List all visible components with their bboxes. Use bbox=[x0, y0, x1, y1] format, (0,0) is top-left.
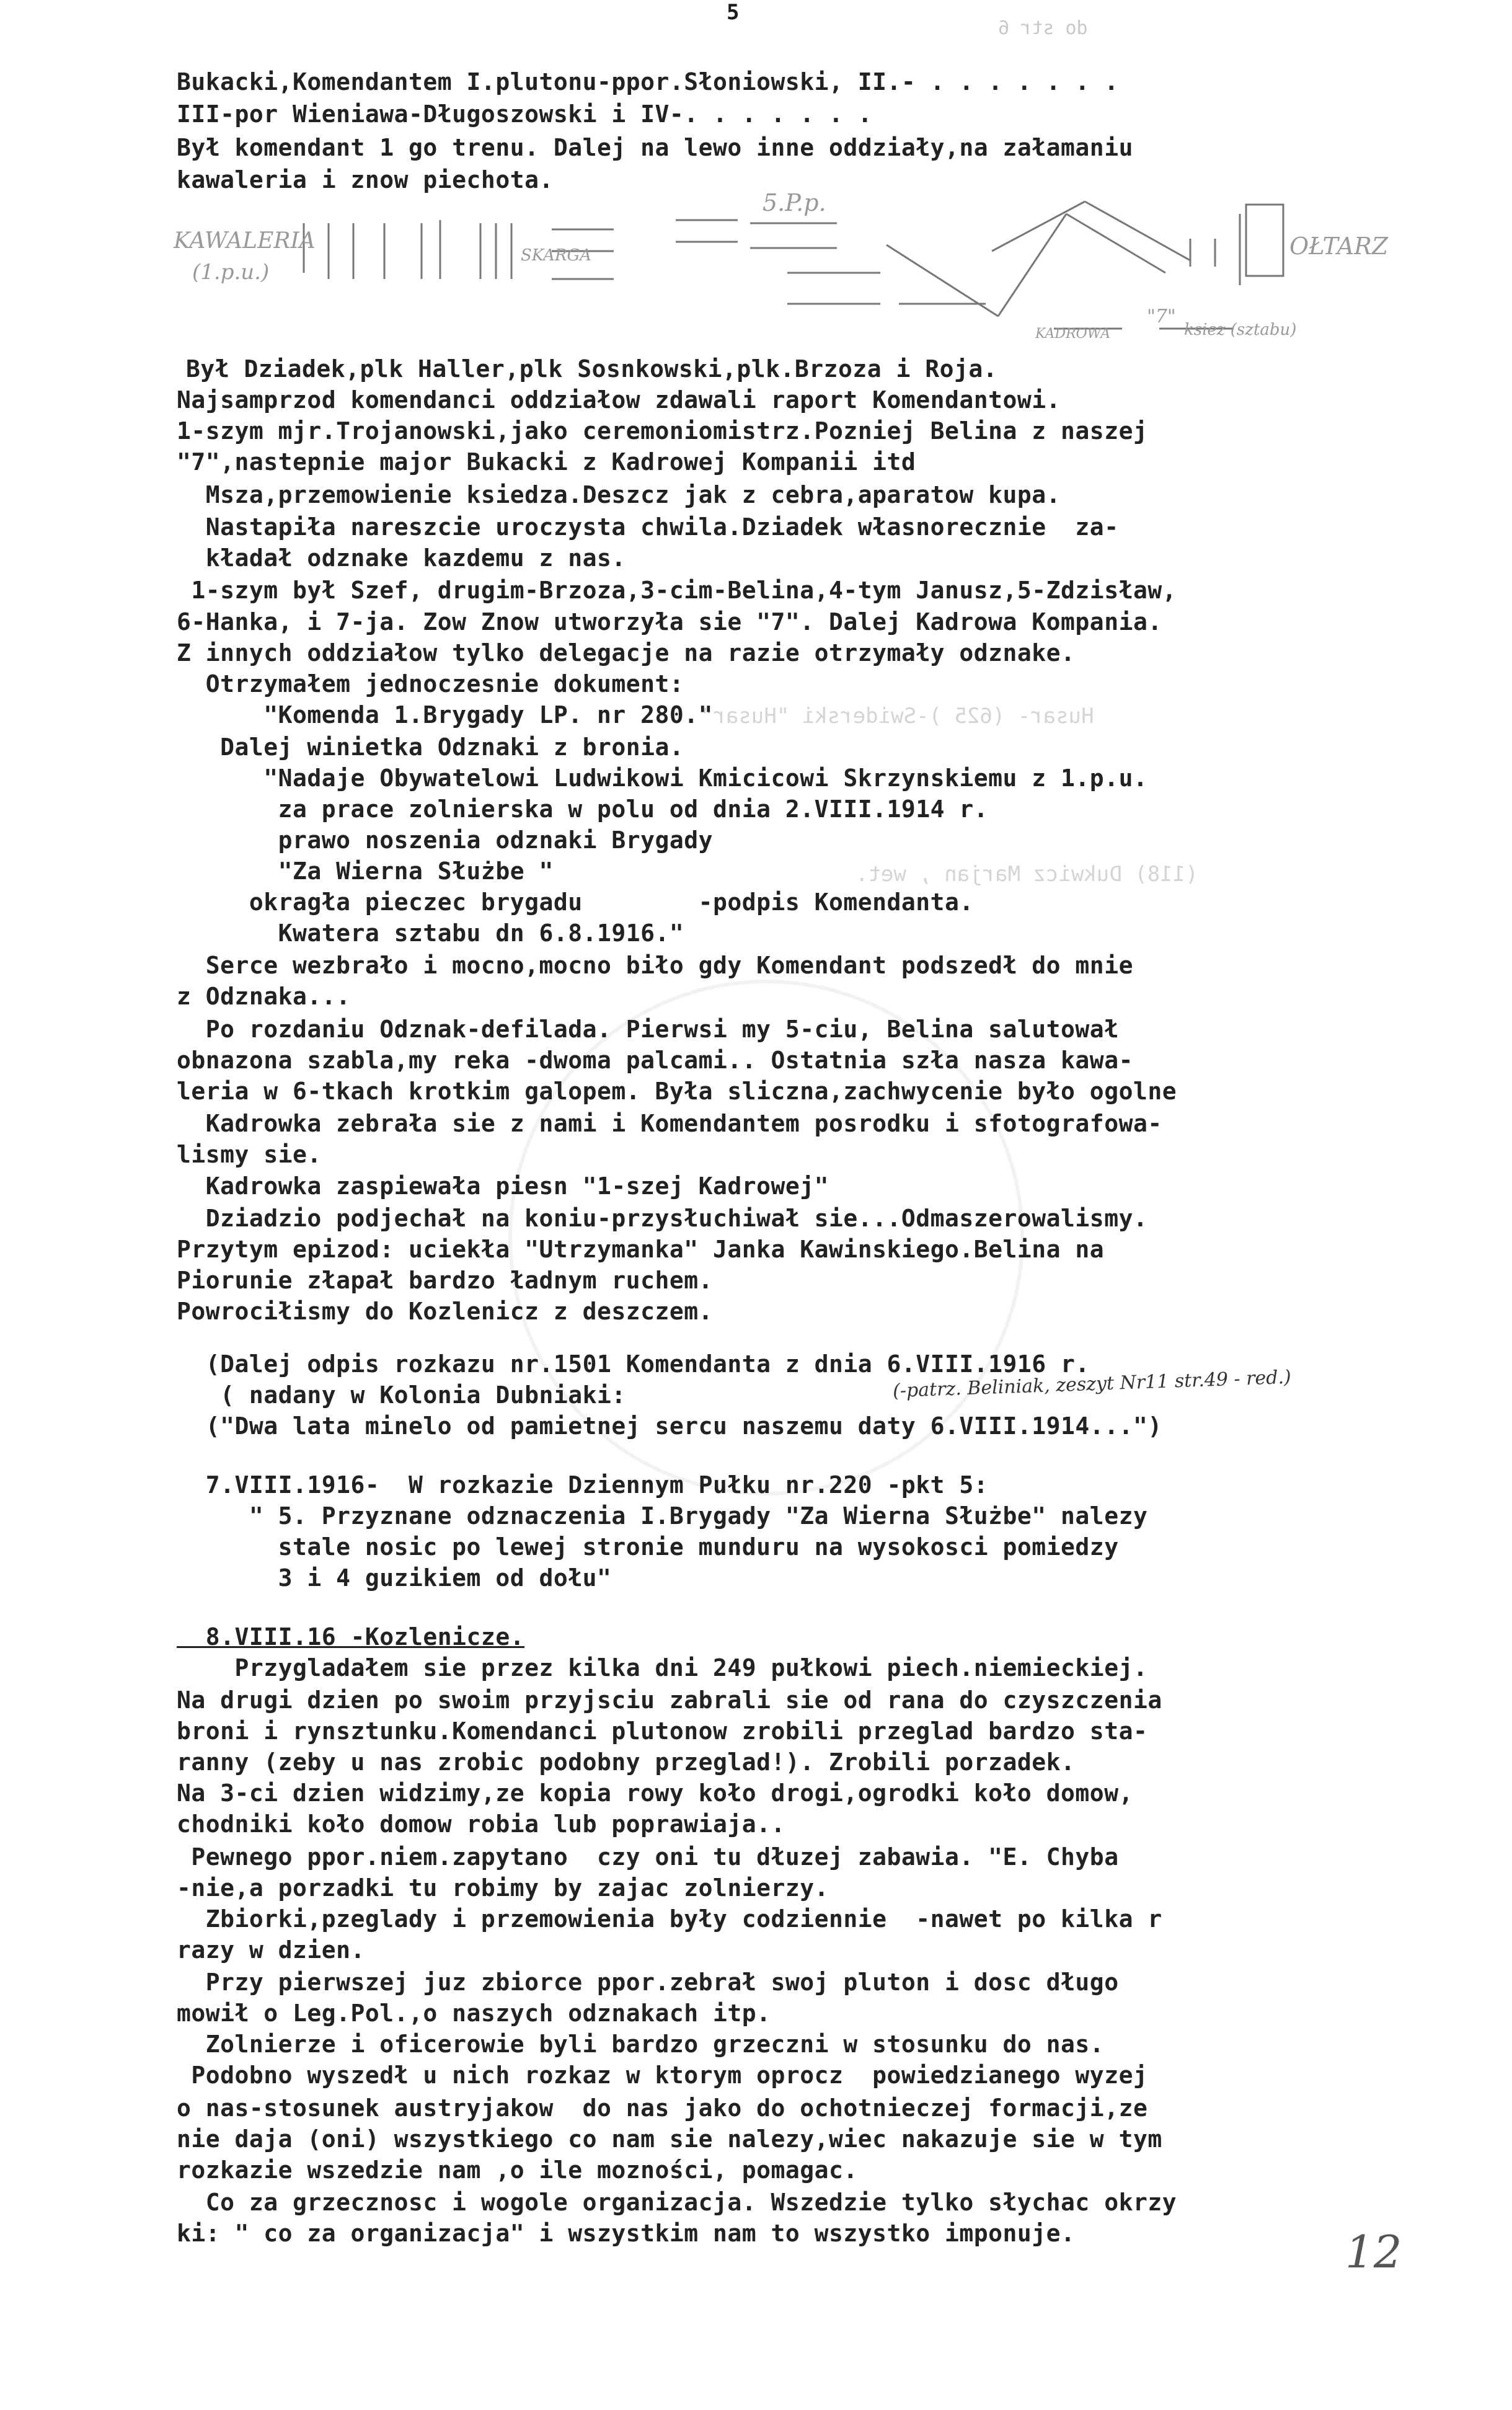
text-line: mowił o Leg.Pol.,o naszych odznakach itp. bbox=[177, 2000, 771, 2027]
text-line: Przy pierwszej juz zbiorce ppor.zebrał swoj pluton i dosc długo bbox=[177, 1969, 1119, 1996]
text-line: razy w dzien. bbox=[177, 1936, 365, 1964]
text-line: III-por Wieniawa-Długoszowski i IV-. . . . . . . bbox=[177, 100, 873, 128]
text-line: ki: " co za organizacja" i wszystkim nam to wszystko imponuje. bbox=[177, 2220, 1076, 2247]
text-line: Dalej winietka Odznaki z bronia. bbox=[177, 733, 684, 761]
sketch-label: SKARGA bbox=[521, 246, 592, 265]
text-line: "7",nastepnie major Bukacki z Kadrowej Kompanii itd bbox=[177, 448, 916, 476]
sketch-label: ksiez (sztabu) bbox=[1184, 321, 1297, 339]
text-line: "Komenda 1.Brygady LP. nr 280." bbox=[177, 701, 713, 729]
text-line: Był komendant 1 go trenu. Dalej na lewo inne oddziały,na załamaniu bbox=[177, 134, 1133, 161]
text-line: Przygladałem sie przez kilka dni 249 pułkowi piech.niemieckiej. bbox=[177, 1654, 1148, 1681]
text-line: rozkazie wszedzie nam ,o ile mozności, pomagac. bbox=[177, 2156, 858, 2184]
bleed-through-line: Husar- (625 )-Swiderski "Husar" bbox=[701, 704, 1094, 729]
text-line: Kadrowka zebrała sie z nami i Komendantem posrodku i sfotografowa- bbox=[177, 1110, 1162, 1137]
bleed-through-line: (118) Dukwicz Marjan , wet. bbox=[855, 862, 1198, 887]
text-line: Otrzymałem jednoczesnie dokument: bbox=[177, 670, 684, 698]
text-line: kładał odznake kazdemu z nas. bbox=[177, 544, 626, 572]
page-number: 5 bbox=[727, 0, 740, 25]
sketch-label: 5.P.p. bbox=[763, 189, 826, 216]
text-line: Po rozdaniu Odznak-defilada. Pierwsi my 5-ciu, Belina salutował bbox=[177, 1016, 1119, 1043]
text-line: 1-szym był Szef, drugim-Brzoza,3-cim-Belina,4-tym Janusz,5-Zdzisław, bbox=[177, 577, 1177, 604]
text-line: Przytym epizod: uciekła "Utrzymanka" Janka Kawinskiego.Belina na bbox=[177, 1236, 1105, 1263]
sketch-label: OŁTARZ bbox=[1289, 233, 1389, 260]
text-line: Bukacki,Komendantem I.plutonu-ppor.Słoniowski, II.- . . . . . . . bbox=[177, 68, 1119, 95]
text-line: Na drugi dzien po swoim przyjsciu zabrali sie od rana do czyszczenia bbox=[177, 1686, 1162, 1714]
text-line: -nie,a porzadki tu robimy by zajac zolnierzy. bbox=[177, 1874, 829, 1902]
text-line: prawo noszenia odznaki Brygady bbox=[177, 826, 713, 854]
text-line: ( nadany w Kolonia Dubniaki: bbox=[177, 1381, 626, 1409]
text-line: leria w 6-tkach krotkim galopem. Była sliczna,zachwycenie było ogolne bbox=[177, 1078, 1177, 1105]
sketch-label: (1.p.u.) bbox=[192, 260, 270, 285]
text-line: okragła pieczec brygadu -podpis Komendanta. bbox=[177, 888, 974, 916]
sketch-label: KADROWA bbox=[1035, 326, 1111, 342]
text-line: (Dalej odpis rozkazu nr.1501 Komendanta z dnia 6.VIII.1916 r. bbox=[177, 1350, 1090, 1378]
text-line: 3 i 4 guzikiem od dołu" bbox=[177, 1564, 612, 1592]
text-line: nie daja (oni) wszystkiego co nam sie nalezy,wiec nakazuje sie w tym bbox=[177, 2125, 1162, 2153]
text-line: Był Dziadek,plk Haller,plk Sosnkowski,plk.Brzoza i Roja. bbox=[186, 355, 998, 383]
text-line: stale nosic po lewej stronie munduru na wysokosci pomiedzy bbox=[177, 1533, 1119, 1561]
corner-note-bleed: do str 6 bbox=[998, 17, 1088, 39]
sketch-label: "7" bbox=[1147, 306, 1176, 327]
text-line: chodniki koło domow robia lub poprawiaja.. bbox=[177, 1810, 785, 1838]
text-line: Kwatera sztabu dn 6.8.1916." bbox=[177, 919, 684, 947]
sketch-label: KAWALERIA bbox=[174, 228, 316, 254]
text-line: Serce wezbrało i mocno,mocno biło gdy Komendant podszedł do mnie bbox=[177, 952, 1133, 979]
text-line: " 5. Przyznane odznaczenia I.Brygady "Za Wierna Służbe" nalezy bbox=[177, 1502, 1148, 1530]
parade-layout-sketch bbox=[167, 186, 1389, 350]
text-line: Msza,przemowienie ksiedza.Deszcz jak z cebra,aparatow kupa. bbox=[177, 481, 1061, 508]
text-line: lismy sie. bbox=[177, 1141, 322, 1168]
section-heading: 8.VIII.16 -Kozlenicze. bbox=[177, 1623, 525, 1650]
text-line: za prace zolnierska w polu od dnia 2.VIII.1914 r. bbox=[177, 795, 989, 823]
text-line: Dziadzio podjechał na koniu-przysłuchiwał sie...Odmaszerowalismy. bbox=[177, 1205, 1148, 1232]
text-line: Piorunie złapał bardzo ładnym ruchem. bbox=[177, 1267, 713, 1294]
text-line: Kadrowka zaspiewała piesn "1-szej Kadrowej" bbox=[177, 1172, 829, 1200]
handwritten-margin-note: (-patrz. Beliniak, zeszyt Nr11 str.49 - red.) bbox=[892, 1366, 1292, 1402]
text-line: Z innych oddziałow tylko delegacje na razie otrzymały odznake. bbox=[177, 639, 1076, 667]
text-line: Pewnego ppor.niem.zapytano czy oni tu dłuzej zabawia. "E. Chyba bbox=[177, 1843, 1119, 1871]
text-line: Na 3-ci dzien widzimy,ze kopia rowy koło drogi,ogrodki koło domow, bbox=[177, 1779, 1133, 1807]
text-line: Zolnierze i oficerowie byli bardzo grzeczni w stosunku do nas. bbox=[177, 2031, 1105, 2058]
text-line: "Nadaje Obywatelowi Ludwikowi Kmicicowi Skrzynskiemu z 1.p.u. bbox=[177, 764, 1148, 792]
text-line: Co za grzecznosc i wogole organizacja. Wszedzie tylko słychac okrzy bbox=[177, 2189, 1177, 2216]
text-line: ("Dwa lata minelo od pamietnej sercu naszemu daty 6.VIII.1914...") bbox=[177, 1412, 1162, 1440]
text-line: o nas-stosunek austryjakow do nas jako do ochotnieczej formacji,ze bbox=[177, 2094, 1148, 2122]
text-line: Najsamprzod komendanci oddziałow zdawali raport Komendantowi. bbox=[177, 386, 1061, 414]
text-line: kawaleria i znow piechota. bbox=[177, 166, 554, 193]
text-line: Powrociłismy do Kozlenicz z deszczem. bbox=[177, 1298, 713, 1325]
text-line: z Odznaka... bbox=[177, 983, 351, 1010]
text-line: Zbiorki,pzeglady i przemowienia były codziennie -nawet po kilka r bbox=[177, 1905, 1162, 1933]
text-line: 7.VIII.1916- W rozkazie Dziennym Pułku nr.220 -pkt 5: bbox=[177, 1471, 989, 1499]
text-line: 6-Hanka, i 7-ja. Zow Znow utworzyła sie "7". Dalej Kadrowa Kompania. bbox=[177, 608, 1162, 636]
text-line: ranny (zeby u nas zrobic podobny przeglad!). Zrobili porzadek. bbox=[177, 1748, 1076, 1776]
text-line: obnazona szabla,my reka -dwoma palcami.. Ostatnia szła nasza kawa- bbox=[177, 1047, 1133, 1074]
handwritten-page-number: 12 bbox=[1345, 2226, 1402, 2278]
text-line: "Za Wierna Służbe " bbox=[177, 857, 554, 885]
text-line: Nastapiła nareszcie uroczysta chwila.Dziadek własnorecznie za- bbox=[177, 513, 1119, 541]
text-line: broni i rynsztunku.Komendanci plutonow zrobili przeglad bardzo sta- bbox=[177, 1717, 1148, 1745]
text-line: Podobno wyszedł u nich rozkaz w ktorym oprocz powiedzianego wyzej bbox=[177, 2062, 1148, 2089]
text-line: 1-szym mjr.Trojanowski,jako ceremoniomistrz.Pozniej Belina z naszej bbox=[177, 417, 1148, 445]
